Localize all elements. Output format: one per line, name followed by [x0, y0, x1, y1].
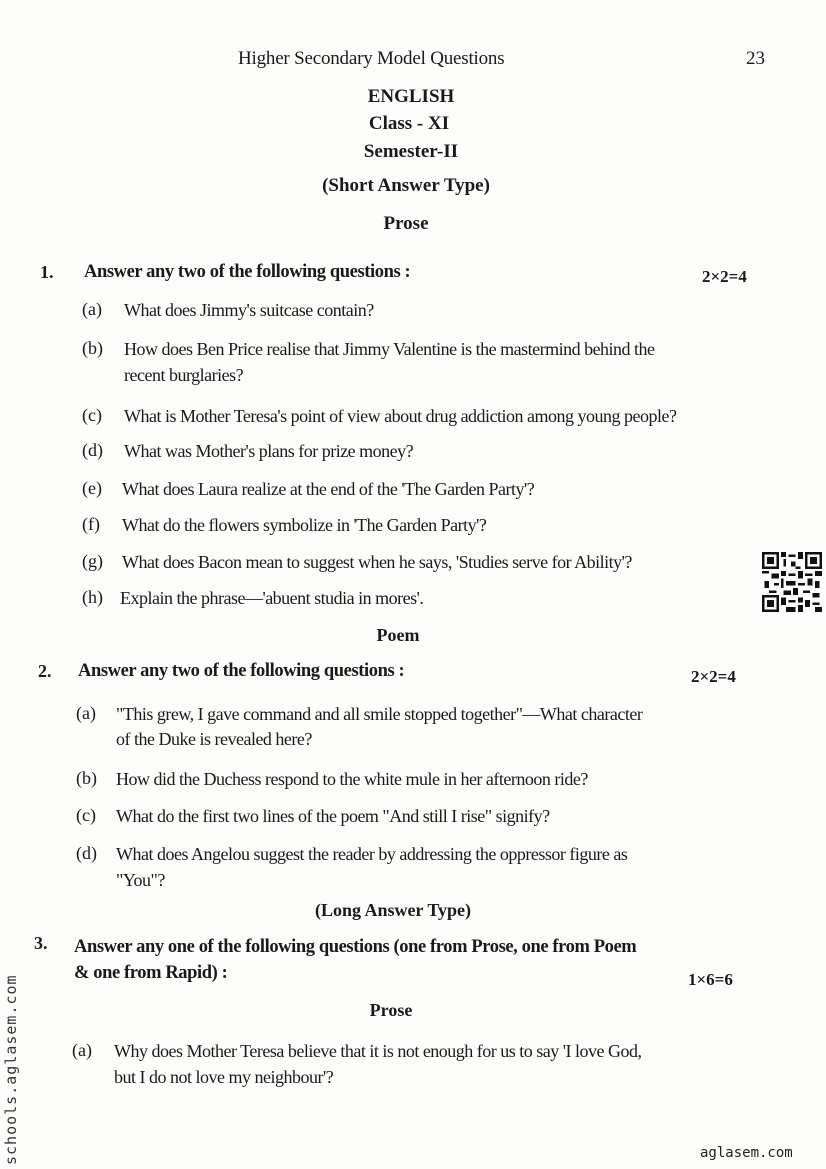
- question-marks: 1×6=6: [688, 970, 733, 989]
- question-marks: 2×2=4: [702, 267, 747, 286]
- side-watermark: schools.aglasem.com: [2, 974, 20, 1165]
- item-label: (a): [82, 299, 102, 319]
- prose-heading-long: Prose: [369, 1000, 413, 1020]
- item-label: (g): [82, 551, 103, 571]
- item-text-cont: but I do not love my neighbour'?: [114, 1067, 334, 1087]
- long-answer-heading: (Long Answer Type): [314, 900, 472, 920]
- item-label: (b): [76, 768, 97, 788]
- question-stem-cont: & one from Rapid) :: [74, 963, 228, 983]
- question-number: 3.: [34, 933, 48, 953]
- item-text: What does Jimmy's suitcase contain?: [124, 300, 374, 320]
- item-text: What does Angelou suggest the reader by addressing the oppressor figure as: [116, 844, 628, 864]
- item-label: (b): [82, 338, 103, 358]
- item-text: "This grew, I gave command and all smile stopped together"—What character: [116, 704, 643, 724]
- item-label: (d): [82, 440, 103, 460]
- item-label: (c): [76, 805, 96, 825]
- subject-title: ENGLISH: [367, 86, 455, 107]
- item-text: Why does Mother Teresa believe that it is not enough for us to say 'I love God,: [114, 1041, 642, 1061]
- item-text: What do the first two lines of the poem "And still I rise" signify?: [116, 806, 550, 826]
- item-label: (e): [82, 478, 102, 498]
- item-text: What do the flowers symbolize in 'The Garden Party'?: [122, 515, 487, 535]
- running-title: Higher Secondary Model Questions: [238, 48, 505, 69]
- item-text: What does Laura realize at the end of the 'The Garden Party'?: [122, 479, 535, 499]
- short-answer-heading: (Short Answer Type): [322, 175, 490, 196]
- item-label: (h): [82, 587, 103, 607]
- poem-heading: Poem: [376, 625, 420, 645]
- prose-heading: Prose: [383, 213, 429, 234]
- item-text: What does Bacon mean to suggest when he says, 'Studies serve for Ability'?: [122, 552, 632, 572]
- class-title: Class - XI: [368, 113, 450, 134]
- page-number: 23: [746, 48, 765, 69]
- item-text-cont: recent burglaries?: [124, 365, 244, 385]
- item-text: What was Mother's plans for prize money?: [124, 441, 414, 461]
- item-label: (f): [82, 514, 100, 534]
- item-label: (a): [72, 1040, 92, 1060]
- item-text: How did the Duchess respond to the white mule in her afternoon ride?: [116, 769, 588, 789]
- semester-title: Semester-II: [363, 141, 459, 162]
- question-stem: Answer any two of the following questions :: [78, 661, 405, 681]
- item-text: Explain the phrase—'abuent studia in mores'.: [120, 588, 424, 608]
- question-number: 2.: [38, 661, 52, 681]
- item-label: (a): [76, 703, 96, 723]
- item-label: (c): [82, 405, 102, 425]
- qr-code-icon: [762, 552, 822, 612]
- item-text: What is Mother Teresa's point of view about drug addiction among young people?: [124, 406, 677, 426]
- question-marks: 2×2=4: [691, 667, 736, 686]
- item-text-cont: of the Duke is revealed here?: [116, 729, 312, 749]
- question-number: 1.: [40, 262, 54, 282]
- item-text: How does Ben Price realise that Jimmy Valentine is the mastermind behind the: [124, 339, 655, 359]
- item-label: (d): [76, 843, 97, 863]
- question-stem: Answer any two of the following questions :: [84, 262, 411, 282]
- question-stem: Answer any one of the following questions (one from Prose, one from Poem: [74, 937, 637, 957]
- item-text-cont: "You"?: [116, 870, 165, 890]
- footer-watermark: aglasem.com: [700, 1145, 793, 1161]
